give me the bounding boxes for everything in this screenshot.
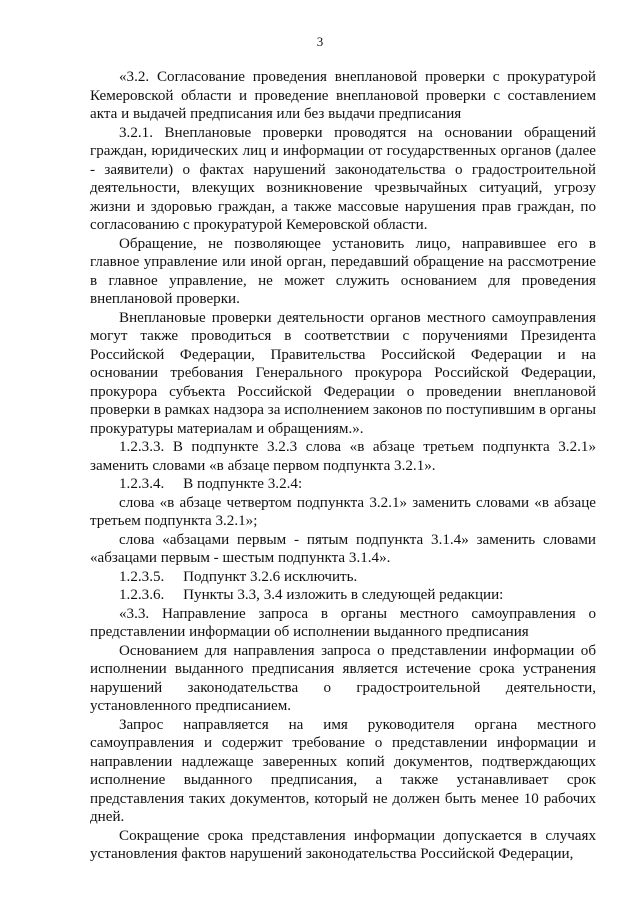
paragraph-words-fourth: слова «в абзаце четвертом подпункта 3.2.1» заменить словами «в абзаце третьем подпункта 3.2.1»; — [90, 494, 596, 529]
paragraph-anonymous-appeal: Обращение, не позволяющее установить лицо, направившее его в главное управление или иной орган, передавший обращение на рассмотрение в главное управление, не может служить основанием для проведения внеплановой проверки. — [90, 235, 596, 307]
paragraph-1-2-3-4: 1.2.3.4. В подпункте 3.2.4: — [119, 476, 303, 492]
paragraph-section-3-3-heading: «3.3. Направление запроса в органы местного самоуправления о представлении информации об исполнении выданного предписания — [90, 605, 596, 640]
paragraph-1-2-3-5: 1.2.3.5. Подпункт 3.2.6 исключить. — [119, 568, 358, 585]
paragraph-1-2-3-3: 1.2.3.3. В подпункте 3.2.3 слова «в абзаце третьем подпункта 3.2.1» заменить словами «в абзаце первом подпункта 3.2.1». — [90, 439, 596, 474]
paragraph-1-2-3-6: 1.2.3.6. Пункты 3.3, 3.4 изложить в следующей редакции: — [119, 587, 504, 603]
paragraph-section-3-2-heading: «3.2. Согласование проведения внеплановой проверки с прокуратурой Кемеровской области и проведение внеплановой проверки с составлением акта и выдачей предписания или без выдачи предписания — [90, 69, 596, 122]
paragraph-term-reduction: Сокращение срока представления информации допускается в случаях установления фактов нарушений законодательства Российской Федерации, — [90, 827, 596, 862]
document-body — [90, 68, 596, 864]
paragraph-3-2-1: 3.2.1. Внеплановые проверки проводятся на основании обращений граждан, юридических лиц и информации от государственных органов (далее - заявители) о фактах нарушений законодательства о градостроительной деятельности, влекущих возникновение чрезвычайных ситуаций, угрозу жизни и здоровью граждан, а также массовые нарушения прав граждан, по согласованию с прокуратурой Кемеровской области. — [90, 124, 596, 233]
page-number: 3 — [316, 34, 324, 49]
paragraph-request-sent: Запрос направляется на имя руководителя органа местного самоуправления и содержит требование о представлении информации и направлении надлежаще заверенных копий документов, подтверждающих исполнение выданного предписания, а также устанавливает срок представления таких документов, который не должен быть менее 10 рабочих дней. — [90, 716, 596, 825]
paragraph-words-first-fifth: слова «абзацами первым - пятым подпункта 3.1.4» заменить словами «абзацами первым - шестым подпункта 3.1.4». — [90, 531, 596, 566]
paragraph-unplanned-inspections: Внеплановые проверки деятельности органов местного самоуправления могут также проводиться в соответствии с поручениями Президента Российской Федерации, Правительства Российской Федерации и на основании требования Генерального прокурора Российской Федерации, прокурора субъекта Российской Федерации о проведении внеплановой проверки в рамках надзора за исполнением законов по поступившим в органы прокуратуры материалам и обращениям.». — [90, 309, 596, 437]
paragraph-basis-request: Основанием для направления запроса о представлении информации об исполнении выданного предписания является истечение срока устранения нарушений законодательства о градостроительной деятельности, установленного предписанием. — [90, 642, 596, 714]
